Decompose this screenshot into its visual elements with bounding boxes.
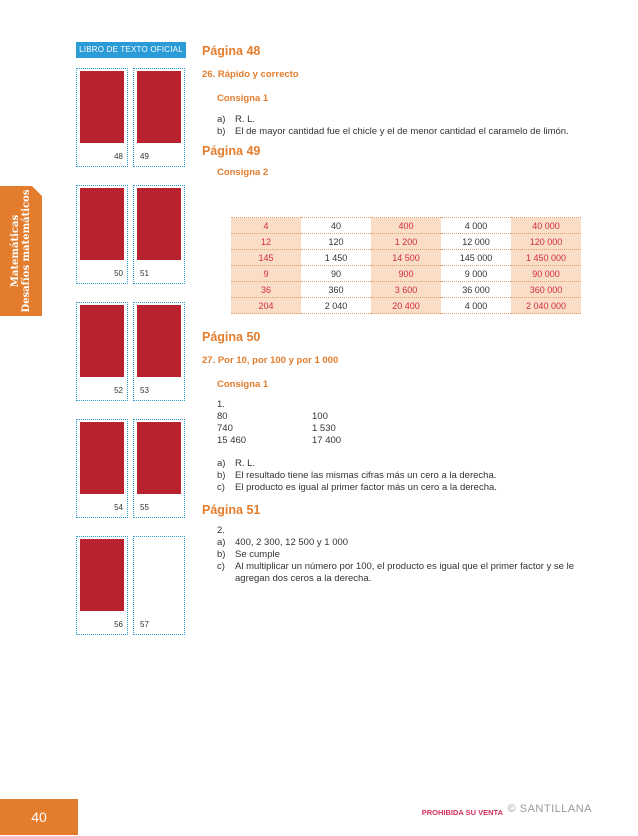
page-thumbnail bbox=[80, 188, 124, 260]
thumbnail-page-number: 55 bbox=[140, 503, 149, 512]
table-row bbox=[231, 218, 581, 234]
prohibida-venta: PROHIBIDA SU VENTA bbox=[421, 808, 503, 817]
answer-key: b) bbox=[217, 549, 226, 560]
side-tab-text bbox=[10, 190, 32, 313]
side-tab-subject: Matemáticas bbox=[10, 214, 21, 288]
libro-oficial-tag: LIBRO DE TEXTO OFICIAL bbox=[76, 42, 186, 58]
thumbnail-page-number: 50 bbox=[114, 269, 123, 278]
number-pair-row bbox=[217, 435, 602, 447]
answer-text: R. L. bbox=[235, 458, 256, 469]
santillana-brand: © SANTILLANA bbox=[507, 803, 592, 815]
thumbnail-spread bbox=[76, 185, 186, 287]
table-cell: 2 040 bbox=[301, 298, 371, 314]
thumbnail-page-number: 57 bbox=[140, 620, 149, 629]
thumbnail-left-page bbox=[76, 419, 128, 518]
table-cell: 14 500 bbox=[371, 250, 441, 266]
thumbnail-page-number: 51 bbox=[140, 269, 149, 278]
pair-second: 1 530 bbox=[312, 423, 336, 434]
table-row bbox=[231, 298, 581, 314]
answer-key: a) bbox=[217, 458, 226, 469]
table-cell: 900 bbox=[371, 266, 441, 282]
answer-text: R. L. bbox=[235, 114, 256, 125]
table-cell: 360 bbox=[301, 282, 371, 298]
table-cell: 90 000 bbox=[511, 266, 581, 282]
table-cell: 4 bbox=[231, 218, 301, 234]
answer-key: b) bbox=[217, 470, 226, 481]
table-row bbox=[231, 250, 581, 266]
table-cell: 400 bbox=[371, 218, 441, 234]
page-thumbnail bbox=[80, 539, 124, 611]
thumbnail-page-number: 54 bbox=[114, 503, 123, 512]
answer-key: a) bbox=[217, 114, 226, 125]
table-cell: 12 000 bbox=[441, 234, 511, 250]
table-row bbox=[231, 266, 581, 282]
answers-content bbox=[202, 40, 602, 178]
page-thumbnail bbox=[80, 422, 124, 494]
table-cell: 40 bbox=[301, 218, 371, 234]
thumbnail-left-page bbox=[76, 68, 128, 167]
answers-content-lower bbox=[202, 330, 602, 585]
table-cell: 360 000 bbox=[511, 282, 581, 298]
pair-first: 15 460 bbox=[217, 435, 247, 446]
pair-second: 17 400 bbox=[312, 435, 342, 446]
table-row bbox=[231, 234, 581, 250]
answer-text: El producto es igual al primer factor más un cero a la derecha. bbox=[235, 482, 497, 493]
answer-b bbox=[202, 549, 602, 561]
thumbnail-spread bbox=[76, 68, 186, 170]
answer-key: c) bbox=[217, 561, 225, 572]
page-thumbnail bbox=[137, 71, 181, 143]
page-thumbnail bbox=[80, 305, 124, 377]
table-cell: 204 bbox=[231, 298, 301, 314]
answer-text: Se cumple bbox=[235, 549, 280, 560]
thumbnail-right-page bbox=[133, 419, 185, 518]
thumbnail-spread bbox=[76, 419, 186, 521]
thumbnail-right-page bbox=[133, 302, 185, 401]
section-26-title: 26. Rápido y correcto bbox=[202, 69, 299, 80]
table-cell: 1 450 bbox=[301, 250, 371, 266]
consigna-1-label-p50: Consigna 1 bbox=[217, 379, 269, 390]
answer-c bbox=[202, 482, 602, 494]
number-pair-row bbox=[217, 423, 602, 435]
section-27-title: 27. Por 10, por 100 y por 1 000 bbox=[202, 355, 339, 366]
table-cell: 4 000 bbox=[441, 218, 511, 234]
thumbnail-right-page bbox=[133, 185, 185, 284]
thumbnail-left-page bbox=[76, 302, 128, 401]
table-cell: 36 bbox=[231, 282, 301, 298]
table-cell: 2 040 000 bbox=[511, 298, 581, 314]
answer-b bbox=[202, 126, 602, 138]
page-number: 40 bbox=[0, 799, 78, 835]
consigna-2-label: Consigna 2 bbox=[217, 167, 269, 178]
table-cell: 9 bbox=[231, 266, 301, 282]
number-pair-row bbox=[217, 411, 602, 423]
thumbnail-page-number: 48 bbox=[114, 152, 123, 161]
thumbnail-page-number: 49 bbox=[140, 152, 149, 161]
thumbnail-page-number: 52 bbox=[114, 386, 123, 395]
table-cell: 120 000 bbox=[511, 234, 581, 250]
pair-second: 100 bbox=[312, 411, 328, 422]
table-cell: 120 bbox=[301, 234, 371, 250]
answer-text: El resultado tiene las mismas cifras más un cero a la derecha. bbox=[235, 470, 497, 481]
side-tab-book: Desafíos matemáticos bbox=[21, 189, 32, 313]
consigna-1-label: Consigna 1 bbox=[217, 93, 269, 104]
table-cell: 20 400 bbox=[371, 298, 441, 314]
thumbnail-right-page bbox=[133, 536, 185, 635]
page-50-title: Página 50 bbox=[202, 330, 261, 344]
item-number: 1. bbox=[217, 399, 225, 410]
thumbnail-page-number: 56 bbox=[114, 620, 123, 629]
subject-side-tab bbox=[0, 186, 42, 316]
thumbnail-page-number: 53 bbox=[140, 386, 149, 395]
thumbnail-spread bbox=[76, 302, 186, 404]
page-48-title: Página 48 bbox=[202, 44, 261, 58]
answer-b bbox=[202, 470, 602, 482]
multiplication-table bbox=[231, 217, 581, 314]
thumbnail-left-page bbox=[76, 536, 128, 635]
table-cell: 1 200 bbox=[371, 234, 441, 250]
table-cell: 9 000 bbox=[441, 266, 511, 282]
table-cell: 145 bbox=[231, 250, 301, 266]
table-row bbox=[231, 282, 581, 298]
answer-a bbox=[202, 458, 602, 470]
pair-first: 80 bbox=[217, 411, 228, 422]
answer-a bbox=[202, 114, 602, 126]
table-cell: 40 000 bbox=[511, 218, 581, 234]
table-cell: 4 000 bbox=[441, 298, 511, 314]
thumbnail-right-page bbox=[133, 68, 185, 167]
table-cell: 90 bbox=[301, 266, 371, 282]
answer-text: 400, 2 300, 12 500 y 1 000 bbox=[235, 537, 349, 548]
table-cell: 1 450 000 bbox=[511, 250, 581, 266]
answer-text: Al multiplicar un número por 100, el producto es igual que el primer factor y se le agregan dos ceros a la derecha. bbox=[235, 561, 575, 584]
thumbnail-left-page bbox=[76, 185, 128, 284]
answer-key: b) bbox=[217, 126, 226, 137]
answer-text: El de mayor cantidad fue el chicle y el de menor cantidad el caramelo de limón. bbox=[235, 126, 569, 137]
page-51-title: Página 51 bbox=[202, 503, 261, 517]
table-cell: 12 bbox=[231, 234, 301, 250]
answer-a bbox=[202, 537, 602, 549]
page-thumbnail bbox=[137, 188, 181, 260]
tab-fold bbox=[32, 186, 42, 196]
table-cell: 145 000 bbox=[441, 250, 511, 266]
page-49-title: Página 49 bbox=[202, 144, 261, 158]
number-pairs bbox=[217, 411, 602, 447]
page-thumbnail bbox=[137, 305, 181, 377]
table-cell: 36 000 bbox=[441, 282, 511, 298]
item-number-2: 2. bbox=[217, 525, 225, 536]
answer-key: c) bbox=[217, 482, 225, 493]
table-cell: 3 600 bbox=[371, 282, 441, 298]
page-thumbnail bbox=[80, 71, 124, 143]
answer-c bbox=[202, 561, 602, 585]
thumbnail-spread bbox=[76, 536, 186, 638]
answer-key: a) bbox=[217, 537, 226, 548]
pair-first: 740 bbox=[217, 423, 233, 434]
page-thumbnail bbox=[137, 422, 181, 494]
